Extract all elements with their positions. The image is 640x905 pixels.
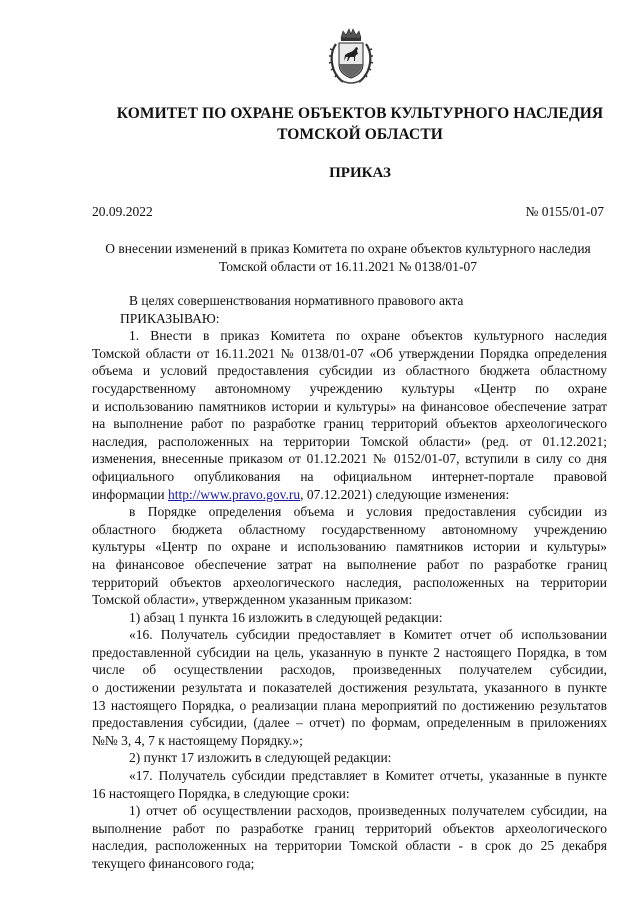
body-text: информации — [92, 486, 168, 502]
body-line: изменения, внесенные приказом от 01.12.2021 № 0152/01-07, вступили в силу со дня — [92, 451, 607, 467]
body-line: выполнение работ по разработке границ территорий объектов археологического — [92, 820, 607, 836]
body-line: 2) пункт 17 изложить в следующей редакции: — [129, 750, 392, 766]
body-line — [92, 486, 607, 504]
body-line: №№ 3, 4, 7 к настоящему Порядку.»; — [92, 732, 303, 748]
body-line: 1) абзац 1 пункта 16 изложить в следующей редакции: — [129, 609, 443, 625]
body-line: ПРИКАЗЫВАЮ: — [120, 310, 220, 326]
document-subject — [92, 240, 604, 275]
body-line: наследия, расположенных на территории Томской области» (ред. от 01.12.2021; — [92, 433, 607, 449]
body-line: на выполнение работ по разработке границ территорий объектов археологического — [92, 416, 607, 432]
document-number: № 0155/01-07 — [525, 204, 604, 219]
subject-line-1: О внесении изменений в приказ Комитета по охране объектов культурного наследия — [105, 241, 591, 256]
body-line: о достижении результата и показателей достижения результата, указанного в пункте — [92, 680, 607, 696]
body-text: , 07.12.2021) следующие изменения: — [300, 486, 510, 502]
body-line: 1) отчет об осуществлении расходов, произведенных получателем субсидии, на — [129, 803, 607, 819]
body-line: «17. Получатель субсидии представляет в Комитет отчеты, указанные в пункте — [129, 768, 607, 784]
body-line: в Порядке определения объема и условия предоставления субсидии из — [129, 504, 607, 520]
body-line: числе об осуществлении расходов, произведенных получателем субсидии, — [92, 662, 607, 678]
body-line: 16 настоящего Порядка, в следующие сроки: — [92, 785, 350, 801]
body-line: на финансовое обеспечение затрат на выполнение работ по разработке границ — [92, 556, 607, 572]
body-line: текущего финансового года; — [92, 856, 255, 871]
body-line: объема и условий предоставления субсидии из областного бюджета областному — [92, 363, 607, 379]
body-line: 13 настоящего Порядка, о реализации плана мероприятий по достижению результатов — [92, 697, 607, 713]
document-type: ПРИКАЗ — [329, 165, 391, 181]
body-line: предоставления субсидии, (далее – отчет) по формам, определенным в приложениях — [92, 715, 607, 731]
organization-name-line-1: КОМИТЕТ ПО ОХРАНЕ ОБЪЕКТОВ КУЛЬТУРНОГО НАСЛЕДИЯ — [116, 105, 604, 122]
body-line: государственному автономному учреждению культуры «Центр по охране — [92, 380, 607, 396]
body-line: «16. Получатель субсидии предоставляет в Комитет отчет об использовании — [129, 627, 607, 643]
document-body — [92, 292, 607, 873]
organization-name — [60, 103, 640, 145]
body-line: областного бюджета областному государственному автономному учреждению — [92, 521, 607, 537]
body-line: наследия, расположенных на территории Томской области - в срок до 25 декабря — [92, 838, 607, 854]
body-line: культуры «Центр по охране и использованию памятников истории и культуры» — [92, 539, 607, 555]
organization-name-line-2: ТОМСКОЙ ОБЛАСТИ — [277, 126, 443, 143]
document-date: 20.09.2022 — [92, 204, 153, 219]
body-line: предоставленной субсидии на цель, указанную в пункте 2 настоящего Порядка, в том — [92, 644, 607, 660]
body-line: Томской области», утвержденном указанным приказом: — [92, 592, 413, 608]
body-line: В целях совершенствования нормативного правового акта — [129, 293, 464, 308]
tomsk-region-coat-of-arms-icon — [327, 28, 375, 86]
body-line: и использованию памятников истории и культуры» на финансовое обеспечение затрат — [92, 398, 607, 414]
body-line: официального опубликования на официальном интернет-портале правовой — [92, 468, 607, 484]
body-line: 1. Внести в приказ Комитета по охране объектов культурного наследия — [129, 328, 607, 344]
body-line: территорий объектов археологического наследия, расположенных на территории — [92, 574, 607, 590]
subject-line-2: Томской области от 16.11.2021 № 0138/01-07 — [219, 258, 477, 274]
pravo-gov-link[interactable]: http://www.pravo.gov.ru — [167, 486, 301, 502]
body-line: Томской области от 16.11.2021 № 0138/01-07 «Об утверждении Порядка определения — [92, 345, 607, 361]
